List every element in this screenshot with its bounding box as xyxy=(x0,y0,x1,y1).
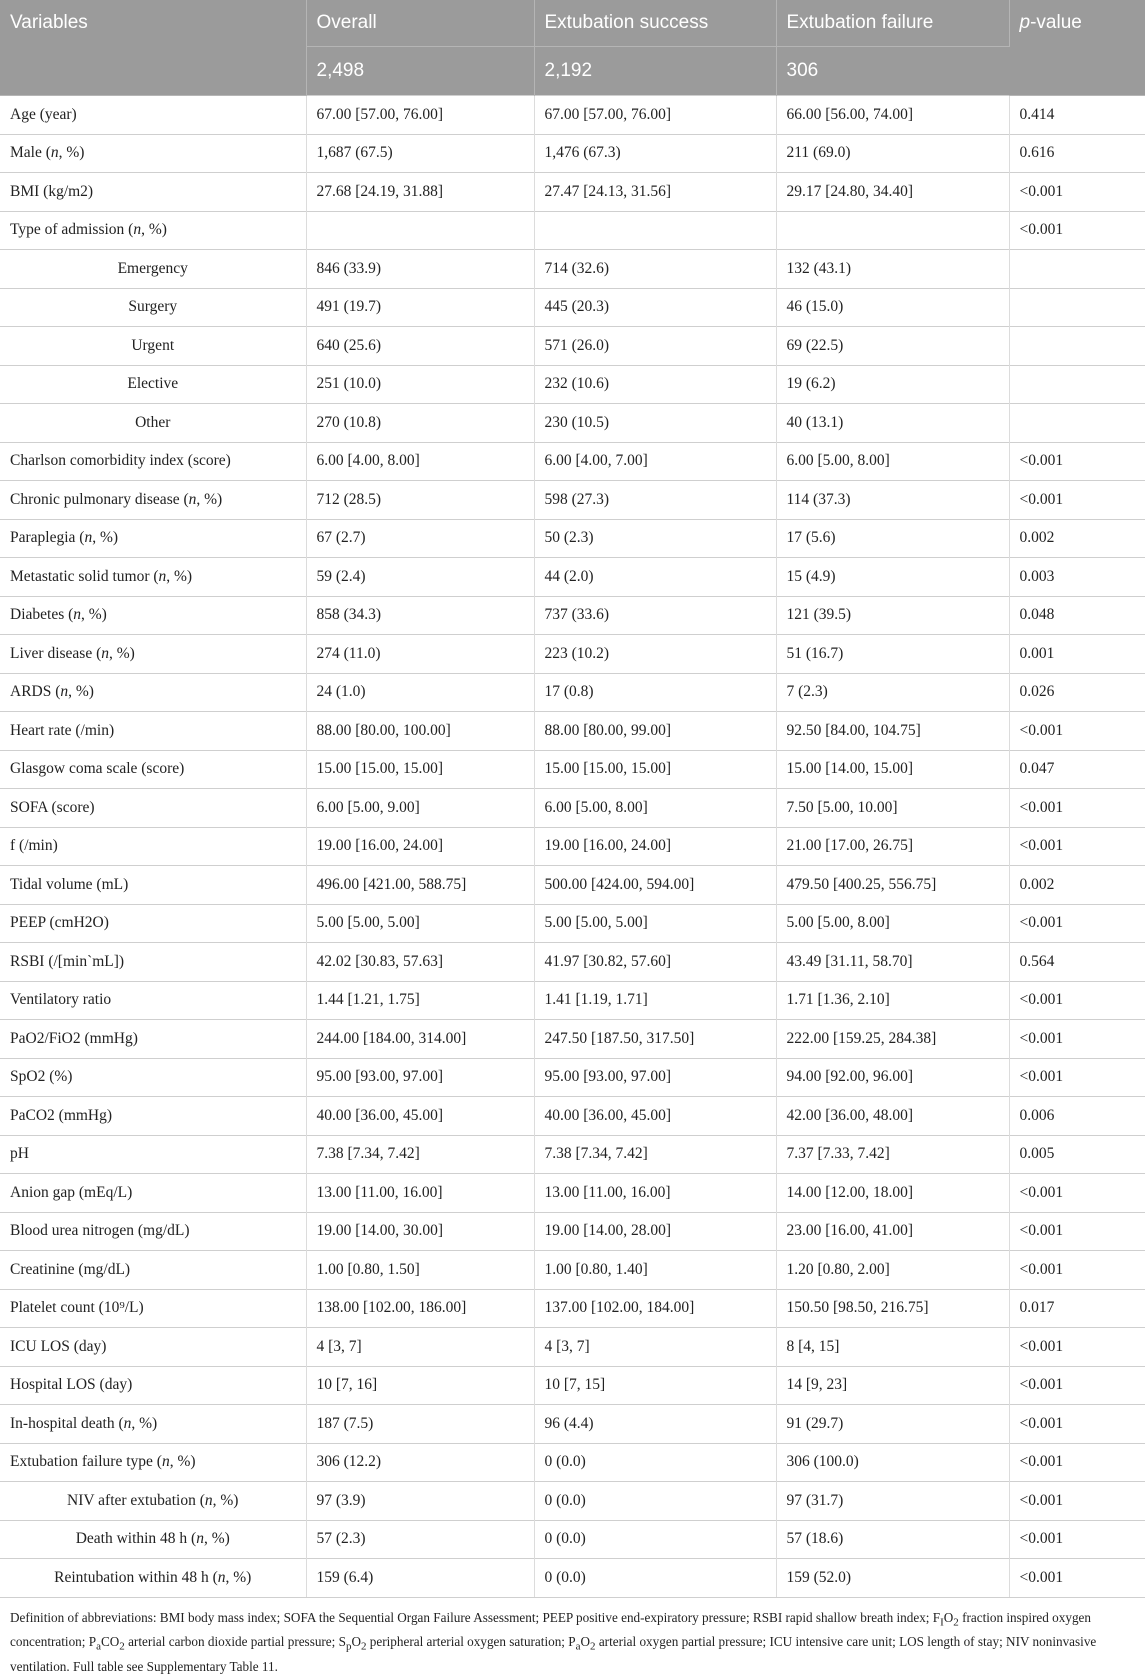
cell-pvalue xyxy=(1009,404,1145,443)
cell-failure: 114 (37.3) xyxy=(776,481,1009,520)
cell-success: 40.00 [36.00, 45.00] xyxy=(534,1097,776,1136)
cell-overall: 40.00 [36.00, 45.00] xyxy=(306,1097,534,1136)
cell-overall: 274 (11.0) xyxy=(306,635,534,674)
cell-failure: 159 (52.0) xyxy=(776,1559,1009,1598)
cell-success: 41.97 [30.82, 57.60] xyxy=(534,943,776,982)
cell-overall: 306 (12.2) xyxy=(306,1443,534,1482)
cell-overall: 27.68 [24.19, 31.88] xyxy=(306,173,534,212)
cell-success xyxy=(534,211,776,250)
cell-success: 571 (26.0) xyxy=(534,327,776,366)
table-row xyxy=(0,173,1145,212)
cell-variable: Extubation failure type (n, %) xyxy=(0,1443,306,1482)
cell-variable: Surgery xyxy=(0,288,306,327)
cell-success: 7.38 [7.34, 7.42] xyxy=(534,1135,776,1174)
table-row xyxy=(0,1289,1145,1328)
table-row xyxy=(0,404,1145,443)
table-row xyxy=(0,866,1145,905)
cell-pvalue xyxy=(1009,327,1145,366)
cell-success: 10 [7, 15] xyxy=(534,1366,776,1405)
cell-variable: PaO2/FiO2 (mmHg) xyxy=(0,1020,306,1059)
table-row xyxy=(0,712,1145,751)
cell-pvalue xyxy=(1009,250,1145,289)
cell-success: 445 (20.3) xyxy=(534,288,776,327)
cell-success: 1,476 (67.3) xyxy=(534,134,776,173)
cell-variable: Ventilatory ratio xyxy=(0,981,306,1020)
cell-failure: 7.37 [7.33, 7.42] xyxy=(776,1135,1009,1174)
cell-variable: Male (n, %) xyxy=(0,134,306,173)
cell-pvalue: <0.001 xyxy=(1009,1212,1145,1251)
cell-pvalue: <0.001 xyxy=(1009,1559,1145,1598)
cell-failure: 43.49 [31.11, 58.70] xyxy=(776,943,1009,982)
cell-success: 27.47 [24.13, 31.56] xyxy=(534,173,776,212)
cell-failure: 121 (39.5) xyxy=(776,596,1009,635)
cell-success: 0 (0.0) xyxy=(534,1559,776,1598)
table-row xyxy=(0,904,1145,943)
cell-pvalue: 0.003 xyxy=(1009,558,1145,597)
cell-pvalue: <0.001 xyxy=(1009,981,1145,1020)
cell-failure: 222.00 [159.25, 284.38] xyxy=(776,1020,1009,1059)
cell-overall: 138.00 [102.00, 186.00] xyxy=(306,1289,534,1328)
cell-failure: 66.00 [56.00, 74.00] xyxy=(776,96,1009,135)
cell-variable: SOFA (score) xyxy=(0,789,306,828)
cell-success: 19.00 [14.00, 28.00] xyxy=(534,1212,776,1251)
cell-failure: 306 (100.0) xyxy=(776,1443,1009,1482)
cell-variable: Glasgow coma scale (score) xyxy=(0,750,306,789)
cell-variable: Tidal volume (mL) xyxy=(0,866,306,905)
cell-overall: 270 (10.8) xyxy=(306,404,534,443)
cell-variable: pH xyxy=(0,1135,306,1174)
cell-failure: 46 (15.0) xyxy=(776,288,1009,327)
table-row xyxy=(0,1020,1145,1059)
cell-pvalue: 0.006 xyxy=(1009,1097,1145,1136)
table-row xyxy=(0,211,1145,250)
cell-variable: ARDS (n, %) xyxy=(0,673,306,712)
cell-overall: 187 (7.5) xyxy=(306,1405,534,1444)
cell-overall: 42.02 [30.83, 57.63] xyxy=(306,943,534,982)
cell-variable: Paraplegia (n, %) xyxy=(0,519,306,558)
cell-failure: 14 [9, 23] xyxy=(776,1366,1009,1405)
cell-failure: 57 (18.6) xyxy=(776,1520,1009,1559)
cell-pvalue: <0.001 xyxy=(1009,1328,1145,1367)
cell-overall: 13.00 [11.00, 16.00] xyxy=(306,1174,534,1213)
cell-pvalue: <0.001 xyxy=(1009,442,1145,481)
cell-success: 1.41 [1.19, 1.71] xyxy=(534,981,776,1020)
cell-failure: 42.00 [36.00, 48.00] xyxy=(776,1097,1009,1136)
cell-variable: BMI (kg/m2) xyxy=(0,173,306,212)
cell-pvalue: <0.001 xyxy=(1009,1520,1145,1559)
table-row xyxy=(0,1212,1145,1251)
cell-failure: 19 (6.2) xyxy=(776,365,1009,404)
table-row xyxy=(0,1174,1145,1213)
table-row xyxy=(0,635,1145,674)
cell-overall: 57 (2.3) xyxy=(306,1520,534,1559)
cell-variable: In-hospital death (n, %) xyxy=(0,1405,306,1444)
cell-success: 137.00 [102.00, 184.00] xyxy=(534,1289,776,1328)
cell-failure: 51 (16.7) xyxy=(776,635,1009,674)
cell-failure: 23.00 [16.00, 41.00] xyxy=(776,1212,1009,1251)
cell-failure: 1.71 [1.36, 2.10] xyxy=(776,981,1009,1020)
cell-success: 0 (0.0) xyxy=(534,1443,776,1482)
table-row xyxy=(0,288,1145,327)
header-failure: Extubation failure xyxy=(776,0,1009,47)
cell-pvalue: 0.047 xyxy=(1009,750,1145,789)
table-row xyxy=(0,596,1145,635)
table-row xyxy=(0,250,1145,289)
cell-variable: Age (year) xyxy=(0,96,306,135)
cell-success: 5.00 [5.00, 5.00] xyxy=(534,904,776,943)
table-row xyxy=(0,1520,1145,1559)
table-row xyxy=(0,1405,1145,1444)
cell-failure: 6.00 [5.00, 8.00] xyxy=(776,442,1009,481)
cell-failure: 92.50 [84.00, 104.75] xyxy=(776,712,1009,751)
table-row xyxy=(0,519,1145,558)
cell-success: 232 (10.6) xyxy=(534,365,776,404)
table-row xyxy=(0,827,1145,866)
cell-success: 95.00 [93.00, 97.00] xyxy=(534,1058,776,1097)
cell-variable: PEEP (cmH2O) xyxy=(0,904,306,943)
cell-success: 88.00 [80.00, 99.00] xyxy=(534,712,776,751)
cell-variable: Charlson comorbidity index (score) xyxy=(0,442,306,481)
header-overall-n: 2,498 xyxy=(306,47,534,96)
cell-overall: 95.00 [93.00, 97.00] xyxy=(306,1058,534,1097)
cell-overall: 5.00 [5.00, 5.00] xyxy=(306,904,534,943)
cell-failure: 8 [4, 15] xyxy=(776,1328,1009,1367)
cell-overall: 1.00 [0.80, 1.50] xyxy=(306,1251,534,1290)
table-row xyxy=(0,1366,1145,1405)
cell-failure: 94.00 [92.00, 96.00] xyxy=(776,1058,1009,1097)
cell-overall: 244.00 [184.00, 314.00] xyxy=(306,1020,534,1059)
cell-failure: 15.00 [14.00, 15.00] xyxy=(776,750,1009,789)
cell-overall: 1.44 [1.21, 1.75] xyxy=(306,981,534,1020)
cell-pvalue: 0.564 xyxy=(1009,943,1145,982)
table-row xyxy=(0,1251,1145,1290)
table-row xyxy=(0,365,1145,404)
cell-success: 6.00 [5.00, 8.00] xyxy=(534,789,776,828)
cell-overall: 10 [7, 16] xyxy=(306,1366,534,1405)
cell-failure: 97 (31.7) xyxy=(776,1482,1009,1521)
cell-variable: Heart rate (/min) xyxy=(0,712,306,751)
cell-failure: 7.50 [5.00, 10.00] xyxy=(776,789,1009,828)
cell-pvalue: <0.001 xyxy=(1009,173,1145,212)
cell-success: 50 (2.3) xyxy=(534,519,776,558)
cell-pvalue: <0.001 xyxy=(1009,1251,1145,1290)
cell-pvalue: 0.048 xyxy=(1009,596,1145,635)
cell-failure: 211 (69.0) xyxy=(776,134,1009,173)
table-row xyxy=(0,1328,1145,1367)
cell-overall: 67 (2.7) xyxy=(306,519,534,558)
table-row xyxy=(0,1097,1145,1136)
cell-success: 17 (0.8) xyxy=(534,673,776,712)
cell-overall: 159 (6.4) xyxy=(306,1559,534,1598)
cell-failure: 479.50 [400.25, 556.75] xyxy=(776,866,1009,905)
table-row xyxy=(0,1559,1145,1598)
table-row xyxy=(0,481,1145,520)
header-failure-n: 306 xyxy=(776,47,1009,96)
cell-variable: Platelet count (10⁹/L) xyxy=(0,1289,306,1328)
cell-failure: 17 (5.6) xyxy=(776,519,1009,558)
cell-pvalue: 0.017 xyxy=(1009,1289,1145,1328)
cell-overall xyxy=(306,211,534,250)
cell-overall: 7.38 [7.34, 7.42] xyxy=(306,1135,534,1174)
cell-variable: RSBI (/[min`mL]) xyxy=(0,943,306,982)
cell-variable: Other xyxy=(0,404,306,443)
cell-failure: 132 (43.1) xyxy=(776,250,1009,289)
cell-overall: 4 [3, 7] xyxy=(306,1328,534,1367)
header-success-n: 2,192 xyxy=(534,47,776,96)
cell-variable: Elective xyxy=(0,365,306,404)
table-row xyxy=(0,943,1145,982)
cell-variable: Type of admission (n, %) xyxy=(0,211,306,250)
cell-success: 714 (32.6) xyxy=(534,250,776,289)
table-row xyxy=(0,327,1145,366)
cell-overall: 712 (28.5) xyxy=(306,481,534,520)
cell-variable: NIV after extubation (n, %) xyxy=(0,1482,306,1521)
header-row xyxy=(0,0,1145,47)
table-body xyxy=(0,96,1145,1598)
cell-pvalue: 0.001 xyxy=(1009,635,1145,674)
header-success: Extubation success xyxy=(534,0,776,47)
cell-pvalue: <0.001 xyxy=(1009,481,1145,520)
cell-failure: 150.50 [98.50, 216.75] xyxy=(776,1289,1009,1328)
cell-failure: 40 (13.1) xyxy=(776,404,1009,443)
cell-success: 67.00 [57.00, 76.00] xyxy=(534,96,776,135)
cell-pvalue: <0.001 xyxy=(1009,1366,1145,1405)
cell-overall: 6.00 [5.00, 9.00] xyxy=(306,789,534,828)
cell-pvalue: <0.001 xyxy=(1009,1058,1145,1097)
header-variables: Variables xyxy=(0,0,306,96)
cell-overall: 59 (2.4) xyxy=(306,558,534,597)
cell-overall: 858 (34.3) xyxy=(306,596,534,635)
cell-variable: ICU LOS (day) xyxy=(0,1328,306,1367)
table-row xyxy=(0,558,1145,597)
cell-failure: 5.00 [5.00, 8.00] xyxy=(776,904,1009,943)
cell-overall: 640 (25.6) xyxy=(306,327,534,366)
cell-variable: Liver disease (n, %) xyxy=(0,635,306,674)
cell-pvalue: 0.414 xyxy=(1009,96,1145,135)
cell-pvalue: <0.001 xyxy=(1009,827,1145,866)
table-row xyxy=(0,1482,1145,1521)
cell-overall: 496.00 [421.00, 588.75] xyxy=(306,866,534,905)
cell-overall: 19.00 [16.00, 24.00] xyxy=(306,827,534,866)
cell-failure: 14.00 [12.00, 18.00] xyxy=(776,1174,1009,1213)
cell-pvalue: <0.001 xyxy=(1009,1443,1145,1482)
cell-pvalue: <0.001 xyxy=(1009,1405,1145,1444)
cell-overall: 67.00 [57.00, 76.00] xyxy=(306,96,534,135)
cell-success: 13.00 [11.00, 16.00] xyxy=(534,1174,776,1213)
cell-variable: Diabetes (n, %) xyxy=(0,596,306,635)
cell-pvalue: <0.001 xyxy=(1009,1174,1145,1213)
cell-overall: 1,687 (67.5) xyxy=(306,134,534,173)
cell-variable: Chronic pulmonary disease (n, %) xyxy=(0,481,306,520)
cell-success: 19.00 [16.00, 24.00] xyxy=(534,827,776,866)
cell-success: 6.00 [4.00, 7.00] xyxy=(534,442,776,481)
cell-variable: Death within 48 h (n, %) xyxy=(0,1520,306,1559)
cell-success: 0 (0.0) xyxy=(534,1482,776,1521)
cell-success: 0 (0.0) xyxy=(534,1520,776,1559)
cell-success: 4 [3, 7] xyxy=(534,1328,776,1367)
table-footnote: Definition of abbreviations: BMI body mass index; SOFA the Sequential Organ Failure Assessment; PEEP positive end-expiratory pressure; RSBI rapid shallow breath index; $F_IO_2$ fraction inspired oxygen concentration; $P_aCO_2$ arterial carbon dioxide partial pressure; $S_pO_2$ peripheral arterial oxygen saturation; $P_aO_2$ arterial oxygen partial pressure; ICU intensive care unit; LOS length of stay; NIV noninvasive ventilation. Full table see Supplementary Table 11. xyxy=(10,1609,1097,1674)
cell-pvalue: 0.002 xyxy=(1009,866,1145,905)
cell-failure xyxy=(776,211,1009,250)
cell-pvalue: <0.001 xyxy=(1009,712,1145,751)
cell-pvalue: 0.002 xyxy=(1009,519,1145,558)
cell-variable: Creatinine (mg/dL) xyxy=(0,1251,306,1290)
cell-success: 247.50 [187.50, 317.50] xyxy=(534,1020,776,1059)
cell-success: 223 (10.2) xyxy=(534,635,776,674)
table-row xyxy=(0,1058,1145,1097)
cell-success: 15.00 [15.00, 15.00] xyxy=(534,750,776,789)
table-row xyxy=(0,981,1145,1020)
table-row xyxy=(0,96,1145,135)
cell-pvalue: <0.001 xyxy=(1009,1482,1145,1521)
cell-overall: 88.00 [80.00, 100.00] xyxy=(306,712,534,751)
cell-pvalue: 0.005 xyxy=(1009,1135,1145,1174)
cell-overall: 15.00 [15.00, 15.00] xyxy=(306,750,534,789)
cell-success: 737 (33.6) xyxy=(534,596,776,635)
cell-success: 44 (2.0) xyxy=(534,558,776,597)
cell-pvalue: <0.001 xyxy=(1009,1020,1145,1059)
cell-pvalue: <0.001 xyxy=(1009,211,1145,250)
table-row xyxy=(0,1443,1145,1482)
header-pvalue: p-value xyxy=(1009,0,1145,96)
cell-pvalue: 0.616 xyxy=(1009,134,1145,173)
cell-failure: 21.00 [17.00, 26.75] xyxy=(776,827,1009,866)
cell-pvalue: <0.001 xyxy=(1009,789,1145,828)
cell-failure: 7 (2.3) xyxy=(776,673,1009,712)
table-row xyxy=(0,789,1145,828)
cell-failure: 69 (22.5) xyxy=(776,327,1009,366)
cell-success: 230 (10.5) xyxy=(534,404,776,443)
cell-success: 96 (4.4) xyxy=(534,1405,776,1444)
cell-pvalue xyxy=(1009,288,1145,327)
cell-variable: Hospital LOS (day) xyxy=(0,1366,306,1405)
cell-variable: Anion gap (mEq/L) xyxy=(0,1174,306,1213)
cell-success: 1.00 [0.80, 1.40] xyxy=(534,1251,776,1290)
cell-variable: Metastatic solid tumor (n, %) xyxy=(0,558,306,597)
cell-variable: Blood urea nitrogen (mg/dL) xyxy=(0,1212,306,1251)
cell-failure: 29.17 [24.80, 34.40] xyxy=(776,173,1009,212)
cell-overall: 6.00 [4.00, 8.00] xyxy=(306,442,534,481)
table-row xyxy=(0,750,1145,789)
cell-failure: 1.20 [0.80, 2.00] xyxy=(776,1251,1009,1290)
cell-overall: 19.00 [14.00, 30.00] xyxy=(306,1212,534,1251)
cell-failure: 15 (4.9) xyxy=(776,558,1009,597)
cell-overall: 24 (1.0) xyxy=(306,673,534,712)
cell-variable: Urgent xyxy=(0,327,306,366)
cell-variable: f (/min) xyxy=(0,827,306,866)
cell-overall: 97 (3.9) xyxy=(306,1482,534,1521)
cell-overall: 491 (19.7) xyxy=(306,288,534,327)
cell-variable: PaCO2 (mmHg) xyxy=(0,1097,306,1136)
cell-variable: Reintubation within 48 h (n, %) xyxy=(0,1559,306,1598)
cell-pvalue xyxy=(1009,365,1145,404)
cell-pvalue: <0.001 xyxy=(1009,904,1145,943)
cell-overall: 846 (33.9) xyxy=(306,250,534,289)
cell-failure: 91 (29.7) xyxy=(776,1405,1009,1444)
header-overall: Overall xyxy=(306,0,534,47)
cell-pvalue: 0.026 xyxy=(1009,673,1145,712)
cell-variable: SpO2 (%) xyxy=(0,1058,306,1097)
cell-variable: Emergency xyxy=(0,250,306,289)
cell-success: 598 (27.3) xyxy=(534,481,776,520)
cell-overall: 251 (10.0) xyxy=(306,365,534,404)
cell-success: 500.00 [424.00, 594.00] xyxy=(534,866,776,905)
table-row xyxy=(0,442,1145,481)
table-row xyxy=(0,1135,1145,1174)
table-row xyxy=(0,673,1145,712)
table-row xyxy=(0,134,1145,173)
